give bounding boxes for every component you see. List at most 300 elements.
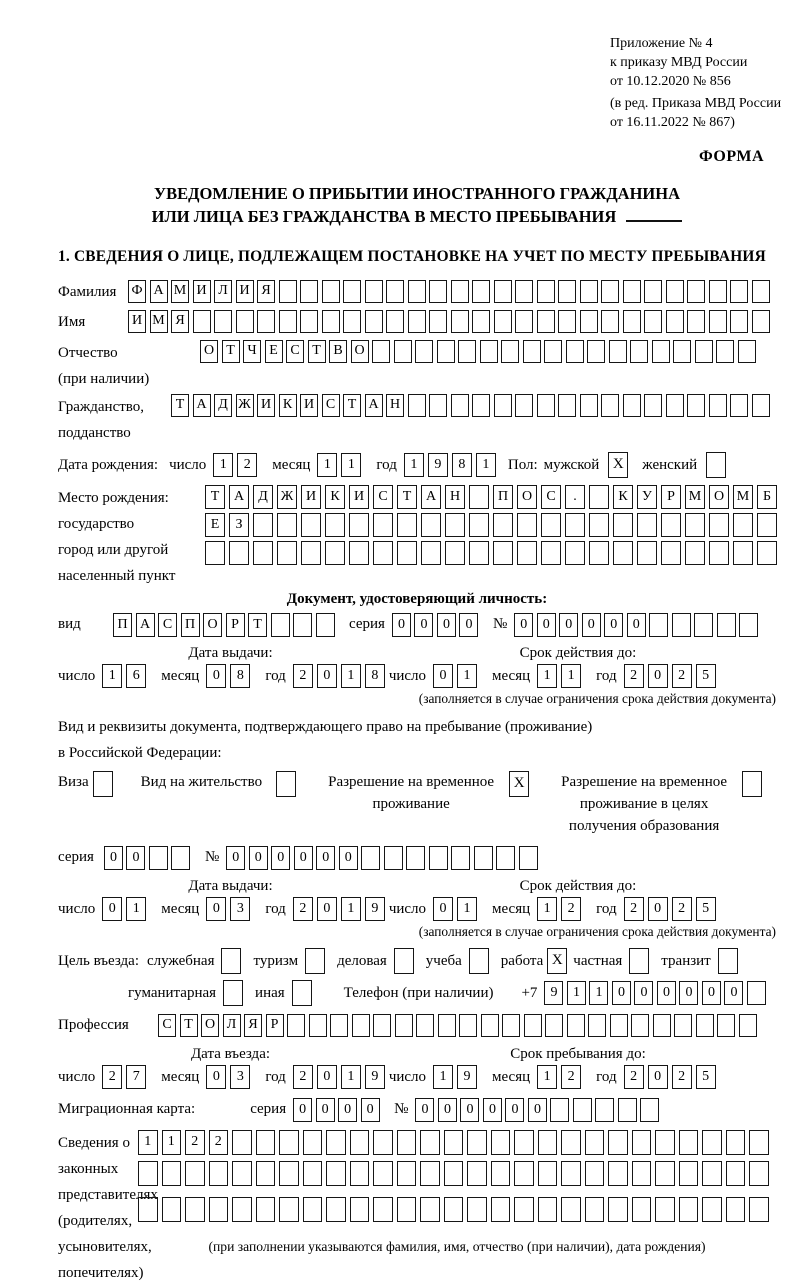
- char-cell[interactable]: [256, 1130, 276, 1155]
- char-cell[interactable]: 0: [648, 897, 668, 921]
- char-cell[interactable]: [279, 1130, 299, 1155]
- char-cell[interactable]: [589, 541, 609, 565]
- char-cell[interactable]: [223, 980, 243, 1006]
- char-cell[interactable]: Н: [445, 485, 465, 509]
- char-cell[interactable]: [718, 948, 738, 974]
- char-cell[interactable]: [514, 1161, 534, 1186]
- sex-male-checkbox[interactable]: [608, 452, 628, 478]
- char-cell[interactable]: А: [193, 394, 211, 417]
- char-cell[interactable]: 5: [696, 664, 716, 688]
- char-cell[interactable]: 1: [213, 453, 233, 477]
- residence-series-input[interactable]: [104, 846, 194, 870]
- char-cell[interactable]: [514, 1197, 534, 1222]
- char-cell[interactable]: [293, 613, 312, 637]
- char-cell[interactable]: [623, 394, 641, 417]
- char-cell[interactable]: [632, 1197, 652, 1222]
- char-cell[interactable]: Е: [265, 340, 283, 363]
- char-cell[interactable]: [429, 310, 447, 333]
- migration-number-input[interactable]: [415, 1098, 663, 1122]
- char-cell[interactable]: 0: [459, 613, 478, 637]
- char-cell[interactable]: [517, 541, 537, 565]
- char-cell[interactable]: С: [541, 485, 561, 509]
- char-cell[interactable]: 1: [102, 664, 122, 688]
- char-cell[interactable]: [679, 1197, 699, 1222]
- char-cell[interactable]: П: [181, 613, 200, 637]
- char-cell[interactable]: 1: [341, 453, 361, 477]
- char-cell[interactable]: И: [301, 485, 321, 509]
- char-cell[interactable]: [397, 1130, 417, 1155]
- char-cell[interactable]: 9: [365, 897, 385, 921]
- char-cell[interactable]: [666, 310, 684, 333]
- char-cell[interactable]: 0: [437, 613, 456, 637]
- char-cell[interactable]: [618, 1098, 637, 1122]
- char-cell[interactable]: [537, 280, 555, 303]
- valid-day-input[interactable]: [433, 664, 481, 688]
- residence-permit-checkbox[interactable]: [276, 771, 296, 797]
- char-cell[interactable]: [687, 310, 705, 333]
- char-cell[interactable]: [709, 280, 727, 303]
- char-cell[interactable]: 0: [612, 981, 631, 1005]
- char-cell[interactable]: О: [200, 340, 218, 363]
- char-cell[interactable]: Т: [222, 340, 240, 363]
- char-cell[interactable]: [541, 513, 561, 537]
- char-cell[interactable]: [279, 1161, 299, 1186]
- char-cell[interactable]: [300, 280, 318, 303]
- char-cell[interactable]: 1: [457, 897, 477, 921]
- char-cell[interactable]: [93, 771, 113, 797]
- patronymic-input[interactable]: [200, 340, 759, 363]
- char-cell[interactable]: [733, 541, 753, 565]
- char-cell[interactable]: X: [608, 452, 628, 478]
- char-cell[interactable]: Т: [308, 340, 326, 363]
- char-cell[interactable]: [408, 394, 426, 417]
- char-cell[interactable]: [349, 513, 369, 537]
- char-cell[interactable]: [585, 1161, 605, 1186]
- char-cell[interactable]: К: [279, 394, 297, 417]
- purpose-business-checkbox[interactable]: [394, 948, 414, 974]
- char-cell[interactable]: 1: [138, 1130, 158, 1155]
- char-cell[interactable]: 2: [102, 1065, 122, 1089]
- char-cell[interactable]: [623, 280, 641, 303]
- purpose-private-checkbox[interactable]: [629, 948, 649, 974]
- temp-residence-edu-checkbox[interactable]: [742, 771, 762, 797]
- char-cell[interactable]: [565, 541, 585, 565]
- char-cell[interactable]: [666, 280, 684, 303]
- char-cell[interactable]: Ф: [128, 280, 146, 303]
- char-cell[interactable]: 8: [452, 453, 472, 477]
- char-cell[interactable]: [640, 1098, 659, 1122]
- char-cell[interactable]: 2: [561, 897, 581, 921]
- surname-input[interactable]: [128, 280, 773, 303]
- char-cell[interactable]: [730, 310, 748, 333]
- guardians-line2-input[interactable]: [138, 1161, 773, 1186]
- doc-series-input[interactable]: [392, 613, 482, 637]
- birthplace-line3-input[interactable]: [205, 541, 781, 565]
- char-cell[interactable]: [644, 280, 662, 303]
- visa-checkbox[interactable]: [93, 771, 113, 797]
- char-cell[interactable]: [138, 1161, 158, 1186]
- char-cell[interactable]: [573, 1098, 592, 1122]
- char-cell[interactable]: А: [136, 613, 155, 637]
- char-cell[interactable]: 6: [126, 664, 146, 688]
- char-cell[interactable]: [726, 1161, 746, 1186]
- char-cell[interactable]: [481, 1014, 499, 1037]
- char-cell[interactable]: [561, 1197, 581, 1222]
- char-cell[interactable]: 0: [679, 981, 698, 1005]
- char-cell[interactable]: К: [325, 485, 345, 509]
- stay-day-input[interactable]: [433, 1065, 481, 1089]
- char-cell[interactable]: Ж: [236, 394, 254, 417]
- char-cell[interactable]: [162, 1197, 182, 1222]
- char-cell[interactable]: [138, 1197, 158, 1222]
- char-cell[interactable]: С: [158, 613, 177, 637]
- char-cell[interactable]: 0: [271, 846, 290, 870]
- char-cell[interactable]: [279, 310, 297, 333]
- char-cell[interactable]: М: [685, 485, 705, 509]
- char-cell[interactable]: [416, 1014, 434, 1037]
- char-cell[interactable]: [361, 846, 380, 870]
- char-cell[interactable]: 0: [317, 897, 337, 921]
- char-cell[interactable]: Т: [180, 1014, 198, 1037]
- char-cell[interactable]: Я: [244, 1014, 262, 1037]
- char-cell[interactable]: [632, 1161, 652, 1186]
- char-cell[interactable]: [601, 394, 619, 417]
- char-cell[interactable]: [565, 513, 585, 537]
- char-cell[interactable]: .: [565, 485, 585, 509]
- profession-input[interactable]: [158, 1014, 760, 1037]
- char-cell[interactable]: Л: [223, 1014, 241, 1037]
- char-cell[interactable]: 0: [582, 613, 601, 637]
- char-cell[interactable]: [545, 1014, 563, 1037]
- sex-female-checkbox[interactable]: [706, 452, 726, 478]
- char-cell[interactable]: [397, 513, 417, 537]
- birth-day-input[interactable]: [213, 453, 261, 477]
- char-cell[interactable]: [386, 280, 404, 303]
- char-cell[interactable]: [325, 513, 345, 537]
- char-cell[interactable]: [610, 1014, 628, 1037]
- char-cell[interactable]: [613, 541, 633, 565]
- char-cell[interactable]: [352, 1014, 370, 1037]
- res-issue-year-input[interactable]: [293, 897, 389, 921]
- char-cell[interactable]: [742, 771, 762, 797]
- char-cell[interactable]: 9: [365, 1065, 385, 1089]
- char-cell[interactable]: [469, 485, 489, 509]
- purpose-tourism-checkbox[interactable]: [305, 948, 325, 974]
- char-cell[interactable]: 0: [317, 1065, 337, 1089]
- char-cell[interactable]: 0: [104, 846, 123, 870]
- char-cell[interactable]: 1: [162, 1130, 182, 1155]
- char-cell[interactable]: [580, 394, 598, 417]
- char-cell[interactable]: [709, 541, 729, 565]
- char-cell[interactable]: 2: [672, 897, 692, 921]
- char-cell[interactable]: [644, 310, 662, 333]
- char-cell[interactable]: [322, 280, 340, 303]
- char-cell[interactable]: [523, 340, 541, 363]
- char-cell[interactable]: О: [203, 613, 222, 637]
- char-cell[interactable]: Т: [205, 485, 225, 509]
- char-cell[interactable]: [438, 1014, 456, 1037]
- stay-month-input[interactable]: [537, 1065, 585, 1089]
- char-cell[interactable]: [343, 310, 361, 333]
- purpose-other-checkbox[interactable]: [292, 980, 312, 1006]
- char-cell[interactable]: И: [257, 394, 275, 417]
- char-cell[interactable]: [185, 1197, 205, 1222]
- char-cell[interactable]: [303, 1130, 323, 1155]
- char-cell[interactable]: [386, 310, 404, 333]
- char-cell[interactable]: А: [421, 485, 441, 509]
- char-cell[interactable]: [472, 310, 490, 333]
- char-cell[interactable]: [685, 541, 705, 565]
- char-cell[interactable]: У: [637, 485, 657, 509]
- char-cell[interactable]: Ж: [277, 485, 297, 509]
- char-cell[interactable]: И: [349, 485, 369, 509]
- char-cell[interactable]: [469, 541, 489, 565]
- char-cell[interactable]: С: [286, 340, 304, 363]
- char-cell[interactable]: [502, 1014, 520, 1037]
- char-cell[interactable]: 0: [627, 613, 646, 637]
- char-cell[interactable]: 0: [537, 613, 556, 637]
- char-cell[interactable]: [726, 1130, 746, 1155]
- char-cell[interactable]: С: [373, 485, 393, 509]
- guardians-line1-input[interactable]: [138, 1130, 773, 1155]
- char-cell[interactable]: [739, 1014, 757, 1037]
- char-cell[interactable]: П: [493, 485, 513, 509]
- char-cell[interactable]: [585, 1197, 605, 1222]
- char-cell[interactable]: [752, 394, 770, 417]
- name-input[interactable]: [128, 310, 773, 333]
- char-cell[interactable]: [747, 981, 766, 1005]
- char-cell[interactable]: [493, 541, 513, 565]
- purpose-work-checkbox[interactable]: [547, 948, 567, 974]
- char-cell[interactable]: [757, 541, 777, 565]
- entry-year-input[interactable]: [293, 1065, 389, 1089]
- purpose-humanitarian-checkbox[interactable]: [223, 980, 243, 1006]
- char-cell[interactable]: [585, 1130, 605, 1155]
- char-cell[interactable]: [420, 1130, 440, 1155]
- valid-year-input[interactable]: [624, 664, 720, 688]
- char-cell[interactable]: 1: [341, 664, 361, 688]
- char-cell[interactable]: [271, 613, 290, 637]
- char-cell[interactable]: [451, 394, 469, 417]
- char-cell[interactable]: 0: [724, 981, 743, 1005]
- char-cell[interactable]: [232, 1130, 252, 1155]
- char-cell[interactable]: [394, 340, 412, 363]
- char-cell[interactable]: [384, 846, 403, 870]
- char-cell[interactable]: 0: [648, 1065, 668, 1089]
- char-cell[interactable]: 1: [537, 664, 557, 688]
- char-cell[interactable]: [373, 541, 393, 565]
- char-cell[interactable]: [429, 846, 448, 870]
- char-cell[interactable]: 0: [317, 664, 337, 688]
- temp-residence-checkbox[interactable]: [509, 771, 529, 797]
- char-cell[interactable]: [601, 310, 619, 333]
- char-cell[interactable]: [733, 513, 753, 537]
- res-valid-year-input[interactable]: [624, 897, 720, 921]
- char-cell[interactable]: [608, 1161, 628, 1186]
- char-cell[interactable]: [673, 340, 691, 363]
- char-cell[interactable]: И: [300, 394, 318, 417]
- char-cell[interactable]: [303, 1161, 323, 1186]
- char-cell[interactable]: [544, 340, 562, 363]
- residence-number-input[interactable]: [226, 846, 541, 870]
- char-cell[interactable]: 2: [237, 453, 257, 477]
- issue-year-input[interactable]: [293, 664, 389, 688]
- char-cell[interactable]: 0: [460, 1098, 479, 1122]
- entry-month-input[interactable]: [206, 1065, 254, 1089]
- issue-month-input[interactable]: [206, 664, 254, 688]
- char-cell[interactable]: [515, 310, 533, 333]
- char-cell[interactable]: [589, 513, 609, 537]
- char-cell[interactable]: [469, 513, 489, 537]
- char-cell[interactable]: 1: [476, 453, 496, 477]
- char-cell[interactable]: [538, 1161, 558, 1186]
- char-cell[interactable]: [406, 846, 425, 870]
- char-cell[interactable]: С: [322, 394, 340, 417]
- char-cell[interactable]: 0: [392, 613, 411, 637]
- char-cell[interactable]: [580, 310, 598, 333]
- char-cell[interactable]: [301, 541, 321, 565]
- char-cell[interactable]: [752, 310, 770, 333]
- char-cell[interactable]: 1: [433, 1065, 453, 1089]
- char-cell[interactable]: [451, 280, 469, 303]
- char-cell[interactable]: [631, 1014, 649, 1037]
- char-cell[interactable]: [580, 280, 598, 303]
- char-cell[interactable]: 1: [567, 981, 586, 1005]
- char-cell[interactable]: [373, 1197, 393, 1222]
- char-cell[interactable]: [749, 1197, 769, 1222]
- char-cell[interactable]: [480, 340, 498, 363]
- char-cell[interactable]: [655, 1130, 675, 1155]
- char-cell[interactable]: [349, 541, 369, 565]
- char-cell[interactable]: [279, 280, 297, 303]
- char-cell[interactable]: [706, 452, 726, 478]
- char-cell[interactable]: [420, 1161, 440, 1186]
- char-cell[interactable]: [738, 340, 756, 363]
- char-cell[interactable]: 2: [624, 897, 644, 921]
- char-cell[interactable]: [623, 310, 641, 333]
- char-cell[interactable]: С: [158, 1014, 176, 1037]
- char-cell[interactable]: [537, 310, 555, 333]
- char-cell[interactable]: [538, 1130, 558, 1155]
- char-cell[interactable]: [316, 613, 335, 637]
- char-cell[interactable]: [661, 513, 681, 537]
- char-cell[interactable]: [515, 280, 533, 303]
- char-cell[interactable]: Я: [257, 280, 275, 303]
- char-cell[interactable]: 0: [102, 897, 122, 921]
- char-cell[interactable]: [726, 1197, 746, 1222]
- char-cell[interactable]: [394, 948, 414, 974]
- char-cell[interactable]: [679, 1130, 699, 1155]
- char-cell[interactable]: Е: [205, 513, 225, 537]
- char-cell[interactable]: М: [733, 485, 753, 509]
- char-cell[interactable]: [730, 394, 748, 417]
- char-cell[interactable]: [589, 485, 609, 509]
- char-cell[interactable]: [343, 280, 361, 303]
- char-cell[interactable]: [666, 394, 684, 417]
- char-cell[interactable]: 5: [696, 1065, 716, 1089]
- issue-day-input[interactable]: [102, 664, 150, 688]
- char-cell[interactable]: [373, 1130, 393, 1155]
- char-cell[interactable]: [467, 1130, 487, 1155]
- res-valid-month-input[interactable]: [537, 897, 585, 921]
- char-cell[interactable]: Н: [386, 394, 404, 417]
- char-cell[interactable]: О: [351, 340, 369, 363]
- char-cell[interactable]: Ч: [243, 340, 261, 363]
- char-cell[interactable]: [709, 310, 727, 333]
- char-cell[interactable]: 2: [624, 1065, 644, 1089]
- res-issue-month-input[interactable]: [206, 897, 254, 921]
- char-cell[interactable]: [608, 1197, 628, 1222]
- char-cell[interactable]: [171, 846, 190, 870]
- char-cell[interactable]: [279, 1197, 299, 1222]
- char-cell[interactable]: 0: [414, 613, 433, 637]
- char-cell[interactable]: Т: [397, 485, 417, 509]
- char-cell[interactable]: [444, 1197, 464, 1222]
- char-cell[interactable]: [702, 1197, 722, 1222]
- char-cell[interactable]: [709, 513, 729, 537]
- char-cell[interactable]: 3: [230, 1065, 250, 1089]
- char-cell[interactable]: [326, 1130, 346, 1155]
- char-cell[interactable]: [496, 846, 515, 870]
- char-cell[interactable]: [162, 1161, 182, 1186]
- char-cell[interactable]: [566, 340, 584, 363]
- char-cell[interactable]: [695, 340, 713, 363]
- char-cell[interactable]: [444, 1130, 464, 1155]
- char-cell[interactable]: 2: [672, 664, 692, 688]
- char-cell[interactable]: [326, 1161, 346, 1186]
- char-cell[interactable]: X: [547, 948, 567, 974]
- char-cell[interactable]: 0: [338, 1098, 357, 1122]
- char-cell[interactable]: [209, 1197, 229, 1222]
- char-cell[interactable]: 0: [316, 846, 335, 870]
- char-cell[interactable]: [752, 280, 770, 303]
- purpose-transit-checkbox[interactable]: [718, 948, 738, 974]
- phone-input[interactable]: [544, 981, 769, 1005]
- char-cell[interactable]: [395, 1014, 413, 1037]
- char-cell[interactable]: 0: [483, 1098, 502, 1122]
- char-cell[interactable]: 0: [604, 613, 623, 637]
- char-cell[interactable]: 0: [206, 664, 226, 688]
- char-cell[interactable]: [421, 541, 441, 565]
- char-cell[interactable]: [445, 541, 465, 565]
- char-cell[interactable]: [437, 340, 455, 363]
- char-cell[interactable]: [702, 1130, 722, 1155]
- citizenship-input[interactable]: [171, 394, 773, 417]
- char-cell[interactable]: [538, 1197, 558, 1222]
- char-cell[interactable]: [350, 1130, 370, 1155]
- char-cell[interactable]: 2: [293, 664, 313, 688]
- char-cell[interactable]: [652, 340, 670, 363]
- char-cell[interactable]: А: [365, 394, 383, 417]
- char-cell[interactable]: [185, 1161, 205, 1186]
- char-cell[interactable]: Р: [661, 485, 681, 509]
- entry-day-input[interactable]: [102, 1065, 150, 1089]
- char-cell[interactable]: 1: [537, 897, 557, 921]
- char-cell[interactable]: [588, 1014, 606, 1037]
- char-cell[interactable]: В: [329, 340, 347, 363]
- char-cell[interactable]: 2: [624, 664, 644, 688]
- char-cell[interactable]: [679, 1161, 699, 1186]
- char-cell[interactable]: [472, 280, 490, 303]
- char-cell[interactable]: [537, 394, 555, 417]
- char-cell[interactable]: [257, 310, 275, 333]
- char-cell[interactable]: [420, 1197, 440, 1222]
- char-cell[interactable]: [491, 1197, 511, 1222]
- char-cell[interactable]: [221, 948, 241, 974]
- doc-number-input[interactable]: [514, 613, 762, 637]
- char-cell[interactable]: [674, 1014, 692, 1037]
- char-cell[interactable]: [630, 340, 648, 363]
